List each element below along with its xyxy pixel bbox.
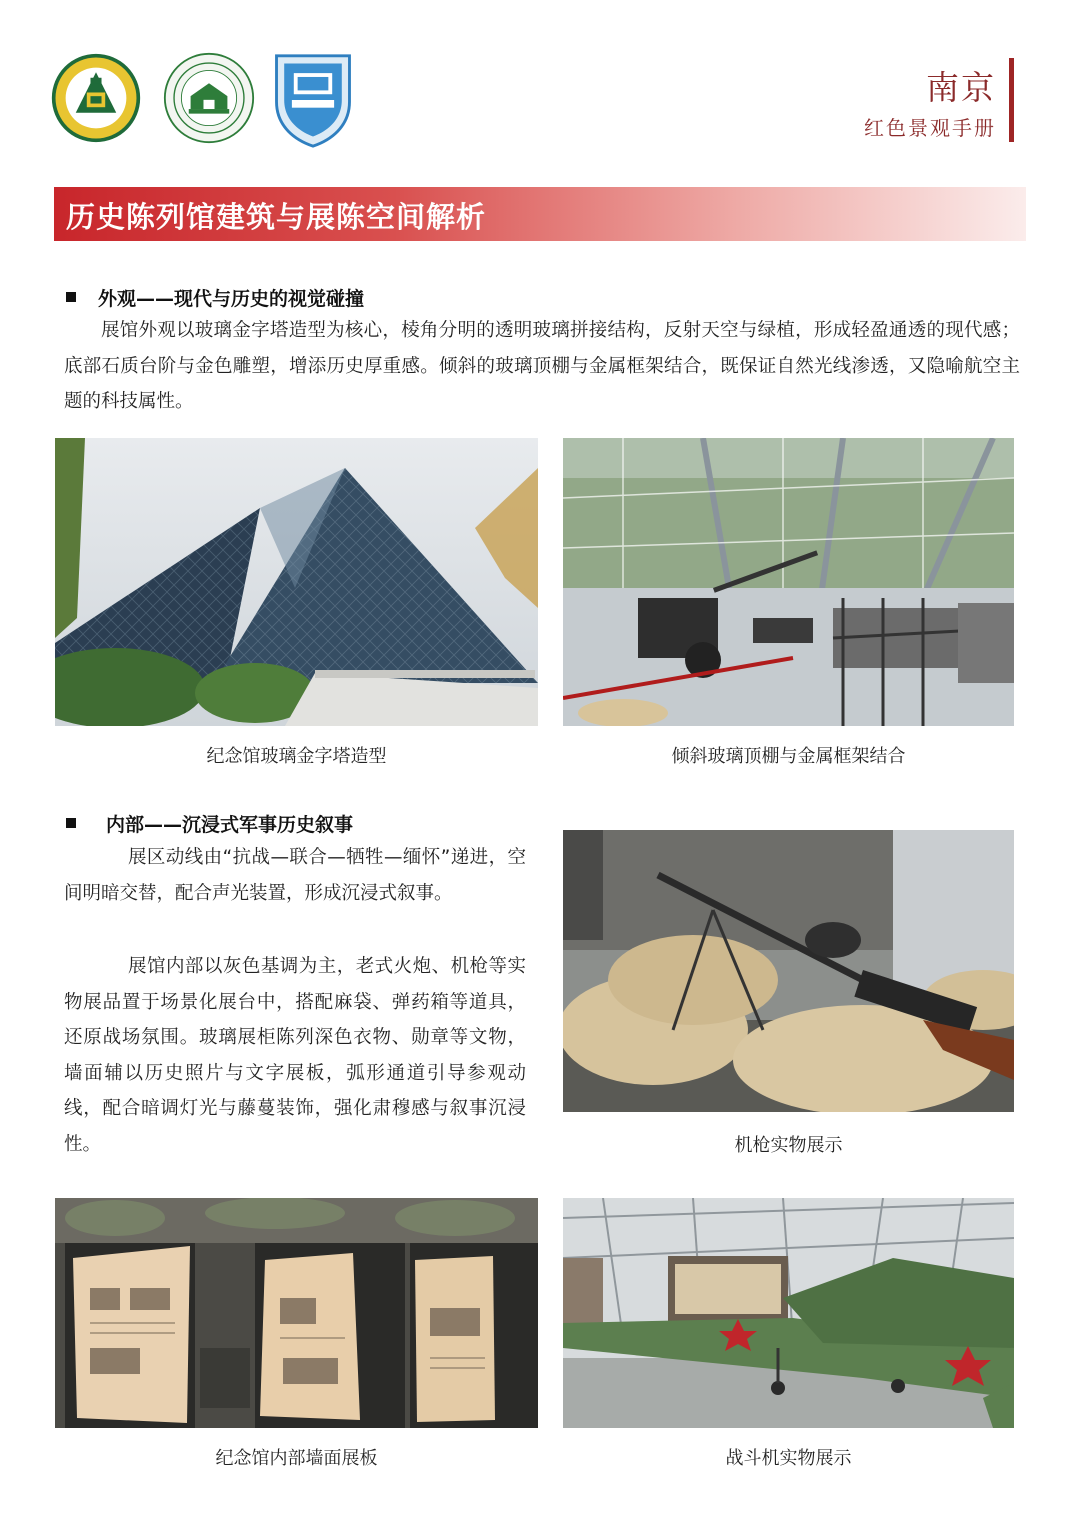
photo-wall-panels — [55, 1198, 538, 1428]
brand-title: 南京 — [926, 68, 996, 107]
university-logo-3 — [272, 52, 354, 148]
photo-machine-gun — [563, 830, 1014, 1112]
interior-paragraph-2: 展馆内部以灰色基调为主，老式火炮、机枪等实物展品置于场景化展台中，搭配麻袋、弹药箱等道具，还原战场氛围。玻璃展柜陈列深色衣物、勋章等文物，墙面辅以历史照片与文字展板，弧形通道引导参观动线，配合暗调灯光与藤蔓装饰，强化肃穆感与叙事沉浸性。 — [64, 956, 526, 1155]
caption-panels: 纪念馆内部墙面展板 — [215, 1448, 378, 1469]
exterior-heading: 外观——现代与历史的视觉碰撞 — [98, 288, 365, 310]
photo-fighter-plane — [563, 1198, 1014, 1428]
exterior-paragraph: 展馆外观以玻璃金字塔造型为核心，棱角分明的透明玻璃拼接结构，反射天空与绿植，形成轻盈通透的现代感；底部石质台阶与金色雕塑，增添历史厚重感。倾斜的玻璃顶棚与金属框架结合，既保证自然光线渗透，又隐喻航空主题的科技属性。 — [64, 320, 1020, 412]
brand-divider — [1009, 58, 1014, 142]
caption-fighter: 战斗机实物展示 — [725, 1448, 852, 1469]
caption-pyramid: 纪念馆玻璃金字塔造型 — [206, 746, 387, 767]
caption-machine-gun: 机枪实物展示 — [734, 1135, 843, 1156]
bullet-icon — [66, 818, 76, 828]
photo-glass-roof — [563, 438, 1014, 726]
university-logo-2 — [163, 52, 255, 144]
bullet-icon — [66, 292, 76, 302]
seal-icon — [50, 52, 142, 144]
section-title: 历史陈列馆建筑与展陈空间解析 — [66, 200, 487, 234]
university-logo-1 — [50, 52, 142, 144]
brand-subtitle: 红色景观手册 — [864, 116, 996, 140]
caption-roof: 倾斜玻璃顶棚与金属框架结合 — [671, 746, 906, 767]
shield-icon — [272, 52, 354, 148]
interior-heading: 内部——沉浸式军事历史叙事 — [106, 814, 354, 836]
seal-icon — [163, 52, 255, 144]
interior-paragraph-1: 展区动线由“抗战—联合—牺牲—缅怀”递进，空间明暗交替，配合声光装置，形成沉浸式叙事。 — [64, 847, 526, 904]
photo-glass-pyramid — [55, 438, 538, 726]
